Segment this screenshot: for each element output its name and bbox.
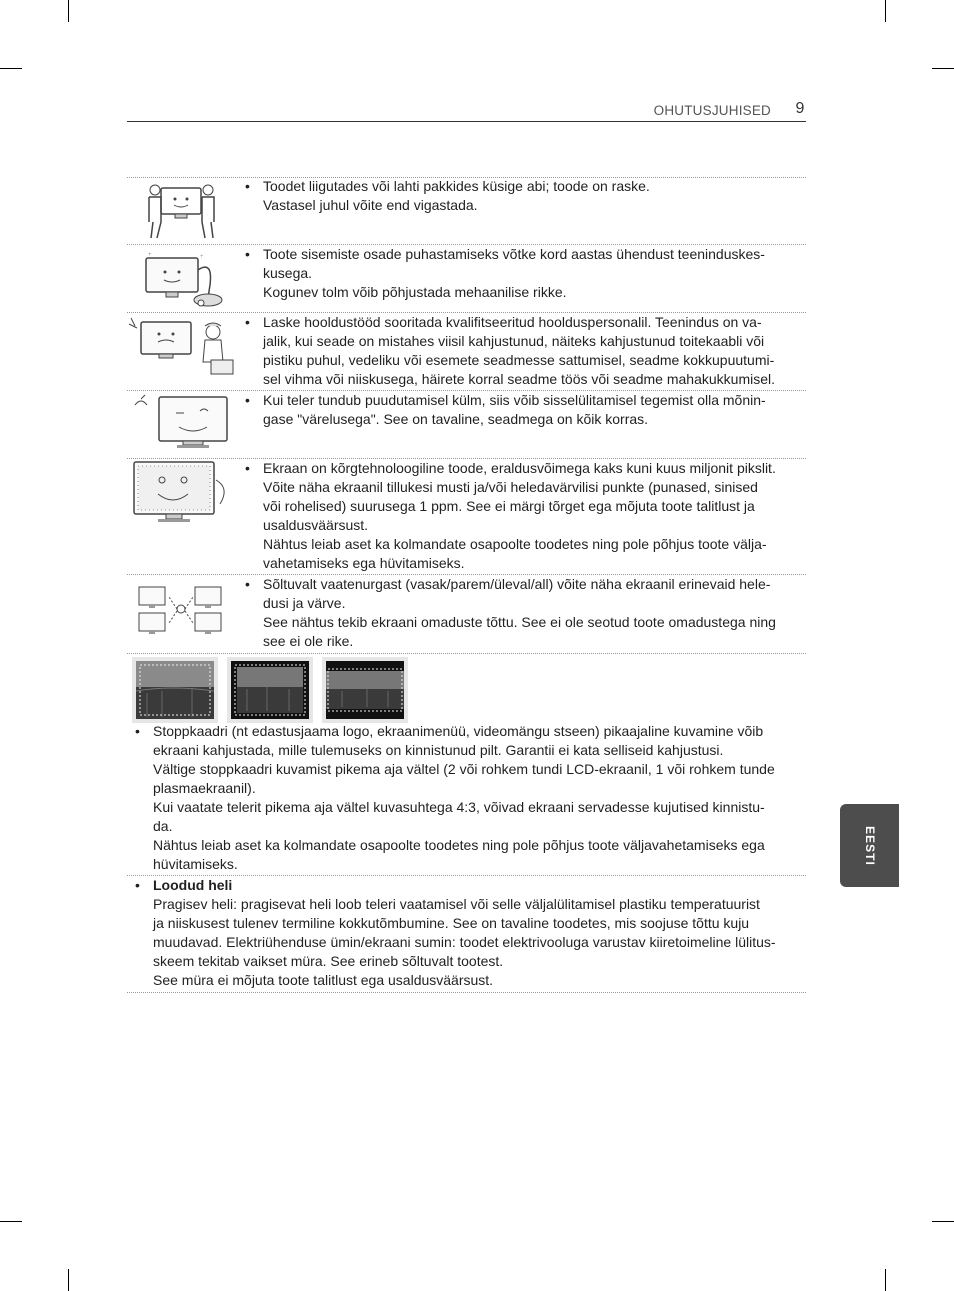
- text-line: Toodet liigutades või lahti pakkides küsige abi; toode on raske.: [263, 178, 650, 194]
- bullet-dot: •: [245, 178, 250, 194]
- header-rule: [127, 121, 806, 122]
- text-line: pistiku puhul, vedeliku või esemete seadmesse sattumisel, seadme kokkupuutumi-: [263, 352, 775, 368]
- text-line: Toote sisemiste osade puhastamiseks võtke kord aastas ühendust teeninduskes-: [263, 246, 765, 262]
- image-retention-thumb-1: [132, 657, 218, 728]
- crop-mark: [68, 0, 69, 22]
- bullet-dot: •: [245, 246, 250, 262]
- text-line: plasmaekraanil).: [153, 780, 256, 796]
- section-title: OHUTUSJUHISED: [653, 103, 771, 118]
- crop-mark: [932, 68, 954, 69]
- text-line: jalik, kui seade on mistahes viisil kahjustunud, näiteks kahjustunud toitekaabli või: [263, 333, 765, 349]
- list-item: [245, 391, 766, 429]
- text-line: ja niiskusest tulenev termiline kokkutõmbumine. See on tavaline toodetes, mis soojuse tõttu kuju: [153, 915, 750, 931]
- crop-mark: [932, 1221, 954, 1222]
- divider: [127, 653, 806, 654]
- bullet-dot: •: [135, 877, 140, 893]
- text-line: muudavad. Elektriühenduse ümin/ekraani sumin: toodet elektrivooluga varustav kiiretoimeline lülitus-: [153, 934, 776, 950]
- list-item: [245, 575, 776, 651]
- text-line: dusi ja värve.: [263, 595, 346, 611]
- tv-with-vacuum-cleaner-icon: [138, 250, 228, 313]
- list-item: [245, 245, 765, 302]
- text-line: See nähtus tekib ekraani omaduste tõttu. See ei ole seotud toote omadustega ning: [263, 614, 776, 630]
- image-retention-thumb-3: [322, 657, 408, 728]
- text-line: Kui vaatate telerit pikema aja vältel kuvasuhtega 4:3, võivad ekraani servadesse kujutised kinnistu-: [153, 799, 765, 815]
- bullet-dot: •: [245, 314, 250, 330]
- text-line: Pragisev heli: pragisevat heli loob teleri vaatamisel või selle väljalülitamisel plastiku temperatuurist: [153, 896, 760, 912]
- divider: [127, 992, 806, 993]
- two-people-carrying-tv-icon: [145, 182, 217, 245]
- page-number: 9: [795, 100, 805, 117]
- bullet-dot: •: [245, 392, 250, 408]
- text-line: See müra ei mõjuta toote talitlust ega usaldusväärsust.: [153, 972, 494, 988]
- text-line: Ekraan on kõrgtehnoloogiline toode, eraldusvõimega kaks kuni kuus miljonit pikslit.: [263, 460, 776, 476]
- crop-mark: [885, 0, 886, 22]
- text-line: Kui teler tundub puudutamisel külm, siis võib sisselülitamisel tegemist olla mõnin-: [263, 392, 766, 408]
- list-item: [245, 459, 776, 573]
- crop-mark: [68, 1269, 69, 1291]
- tv-viewing-angles-icon: [135, 583, 229, 642]
- tv-with-repairman-icon: [127, 316, 239, 381]
- text-line: Võite näha ekraanil tillukesi musti ja/või heledavärvilisi punkte (punased, sinised: [263, 479, 758, 495]
- text-line: Sõltuvalt vaatenurgast (vasak/parem/üleval/all) võite näha ekraanil erinevaid hele-: [263, 576, 771, 592]
- text-line: Vältige stoppkaadri kuvamist pikema aja vältel (2 või rohkem tundi LCD-ekraanil, 1 või rohkem tunde: [153, 761, 775, 777]
- bullet-dot: •: [245, 460, 250, 476]
- text-line: kusega.: [263, 265, 313, 281]
- list-item: [135, 876, 776, 990]
- text-line: da.: [153, 818, 173, 834]
- language-tab-label: EESTI: [862, 825, 877, 866]
- svg-text:+: +: [148, 252, 152, 258]
- svg-text:+: +: [200, 254, 204, 260]
- list-item: [245, 313, 776, 389]
- crop-mark: [0, 68, 22, 69]
- tv-pixel-dots-icon: [132, 460, 232, 531]
- text-line: skeem tekitab vaikset müra. See erineb sõltuvalt tootest.: [153, 953, 504, 969]
- language-tab: [840, 804, 899, 887]
- image-retention-thumb-2: [227, 657, 313, 728]
- text-line: sel vihma või niiskusega, häirete korral seadme töös või seadme mahakukkumisel.: [263, 371, 776, 387]
- text-line: ekraani kahjustada, mille tulemuseks on kinnistunud pilt. Garantii ei kata selliseid kahjustusi.: [153, 742, 724, 758]
- text-line: või rohelised) suurusega 1 ppm. See ei märgi tõrget ega mõjuta toote talitlust ja: [263, 498, 755, 514]
- crop-mark: [885, 1269, 886, 1291]
- bullet-dot: •: [245, 576, 250, 592]
- text-line: Vastasel juhul võite end vigastada.: [263, 197, 478, 213]
- cold-tv-flicker-icon: [131, 393, 229, 460]
- list-item: [135, 722, 775, 874]
- text-line: see ei ole rike.: [263, 633, 354, 649]
- text-line: Kogunev tolm võib põhjustada mehaanilise rikke.: [263, 284, 567, 300]
- crop-mark: [0, 1221, 22, 1222]
- text-line: Laske hooldustööd sooritada kvalifitseeritud hoolduspersonalil. Teenindus on va-: [263, 314, 762, 330]
- list-item: [245, 177, 650, 215]
- text-line: usaldusväärsust.: [263, 517, 369, 533]
- text-line: hüvitamiseks.: [153, 856, 238, 872]
- text-line: Nähtus leiab aset ka kolmandate osapoolte toodetes ning pole põhjus toote väljavahetamiseks ega: [153, 837, 765, 853]
- bullet-dot: •: [135, 723, 140, 739]
- text-line: vahetamiseks ega hüvitamiseks.: [263, 555, 465, 571]
- text-line: Stoppkaadri (nt edastusjaama logo, ekraanimenüü, videomängu stseen) pikaajaline kuvamine võib: [153, 723, 764, 739]
- noise-heading: Loodud heli: [153, 877, 233, 893]
- text-line: gase "värelusega". See on tavaline, seadmega on kõik korras.: [263, 411, 649, 427]
- text-line: Nähtus leiab aset ka kolmandate osapoolte toodetes ning pole põhjus toote välja-: [263, 536, 767, 552]
